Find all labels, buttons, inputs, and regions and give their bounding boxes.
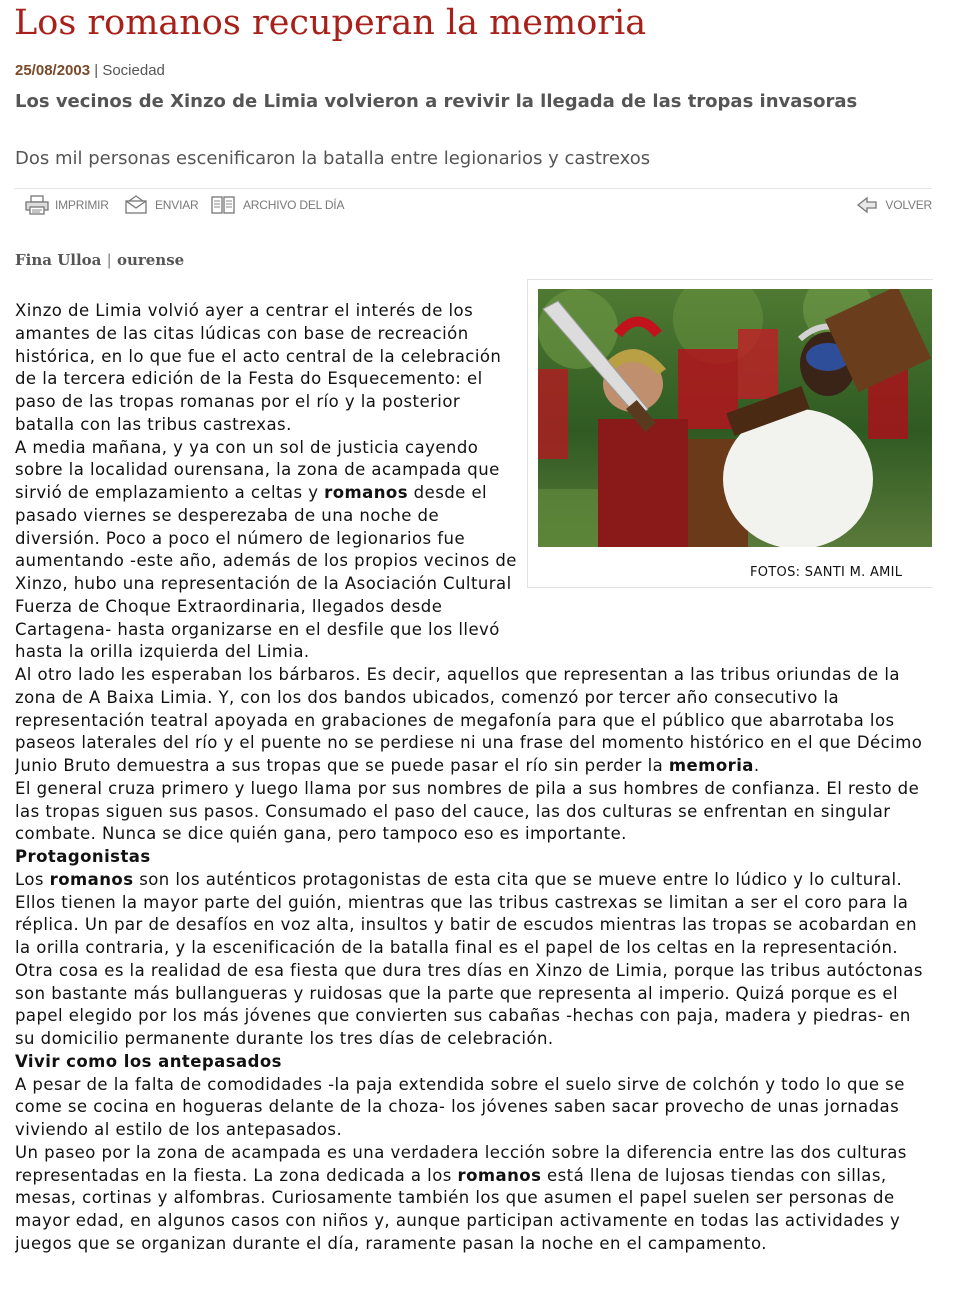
article-headline: Los romanos recuperan la memoria	[14, 3, 647, 43]
section-heading: Vivir como los antepasados	[15, 1051, 282, 1071]
printer-icon	[24, 195, 50, 215]
article-meta	[15, 62, 165, 79]
body-paragraph: A media mañana, y ya con un sol de justicia cayendo sobre la localidad ourensana, la zona de acampada que sirvió de emplazamiento a celtas y romanos desde el pasado viernes se desperezaba de una noche de diversión. Poco a poco el número de legionarios fue aumentando -este año, además de los propios vecinos de Xinzo, hubo una representación de la Asociación Cultural Fuerza de Choque Extraordinaria, llegados desde Cartagena- hasta organizarse en el desfile que los llevó hasta la orilla izquierda del Limia.	[15, 437, 517, 662]
photo-caption: FOTOS: SANTI M. AMIL	[750, 565, 903, 580]
body-paragraph: Xinzo de Limia volvió ayer a centrar el interés de los amantes de las citas lúdicas con base de recreación histórica, en lo que fue el acto central de la celebración de la tercera edición de la Festa do Esquecemento: el paso de las tropas romanas por el río y la posterior batalla con las tribus castrexas.	[15, 301, 502, 434]
archive-button[interactable]	[210, 195, 344, 215]
meta-separator: |	[94, 62, 99, 79]
body-paragraph: El general cruza primero y luego llama por sus nombres de pila a sus hombres de confianza. El resto de las tropas siguen sus pasos. Consumado el paso del cauce, las dos culturas se enfrentan en singular combate. Nunca se dice quién gana, pero tampoco eso es importante.	[15, 778, 920, 844]
back-button[interactable]	[856, 195, 932, 215]
article-date: 25/08/2003	[15, 62, 91, 79]
send-button[interactable]	[124, 195, 198, 215]
article-summary: Dos mil personas escenificaron la batalla entre legionarios y castrexos	[15, 148, 651, 169]
body-paragraph: Los romanos son los auténticos protagonistas de esta cita que se mueve entre lo lúdico y lo cultural. Ellos tienen la mayor parte del guión, mientras que las tribus castrexas se limitan a ser el coro para la réplica. Un par de desafíos en voz alta, insultos y batir de escudos mientras las tropas se acobardan en la orilla contraria, y la escenificación de la batalla final es el papel de los celtas en la representación.	[15, 869, 917, 957]
newspaper-icon	[210, 195, 238, 215]
section-heading: Protagonistas	[15, 847, 151, 866]
article-toolbar	[14, 188, 932, 225]
article-body	[15, 300, 933, 1306]
print-button[interactable]	[24, 195, 109, 215]
body-paragraph: Otra cosa es la realidad de esa fiesta que dura tres días en Xinzo de Limia, porque las tribus autóctonas son bastante más bullangueras y ruidosas que la parte que representa al imperio. Quizá porque es el papel elegido por los más jóvenes que convierten sus cabañas -hechas con paja, madera y piedras- en su domicilio permanente durante los tres días de celebración.	[15, 960, 923, 1048]
envelope-icon	[124, 195, 150, 215]
print-label: IMPRIMIR	[55, 198, 109, 212]
body-paragraph: Un paseo por la zona de acampada es una verdadera lección sobre la diferencia entre las dos culturas representadas en la fiesta. La zona dedicada a los romanos está llena de lujosas tiendas con sillas, mesas, cortinas y alfombras. Curiosamente también los que asumen el papel suelen ser personas de mayor edad, en algunos casos con niños y, aunque participan activamente en todas las actividades y juegos que se organizan durante el día, raramente pasan la noche en el campamento.	[15, 1142, 907, 1253]
send-label: ENVIAR	[155, 198, 199, 212]
photo-spacer	[517, 300, 933, 622]
back-label: VOLVER	[885, 198, 932, 212]
article-section[interactable]: Sociedad	[102, 62, 165, 79]
body-paragraph: Al otro lado les esperaban los bárbaros. Es decir, aquellos que representan a las tribus oriundas de la zona de A Baixa Limia. Y, con los dos bandos ubicados, comenzó por tercer año consecutivo la representación teatral apoyada en grabaciones de megafonía para que el público que abarrotaba los paseos laterales del río y el puente no se perdiese ni una frase del momento histórico en el que Décimo Junio Bruto demuestra a sus tropas que se puede pasar el río sin perder la memoria.	[15, 665, 923, 775]
body-paragraph: A pesar de la falta de comodidades -la paja extendida sobre el suelo sirve de colchón y todo lo que se come se cocina en hogueras delante de la choza- los jóvenes saben sacar provecho de unas jornadas viviendo al estilo de los antepasados.	[15, 1074, 905, 1139]
author-name: Fina Ulloa	[15, 251, 102, 269]
article-subtitle: Los vecinos de Xinzo de Limia volvieron a revivir la llegada de las tropas invasoras	[15, 91, 858, 112]
archive-label: ARCHIVO DEL DÍA	[243, 198, 345, 212]
author-location: ourense	[116, 251, 185, 269]
back-arrow-icon	[856, 195, 880, 215]
article-byline: Fina Ulloa | ourense	[15, 251, 185, 269]
